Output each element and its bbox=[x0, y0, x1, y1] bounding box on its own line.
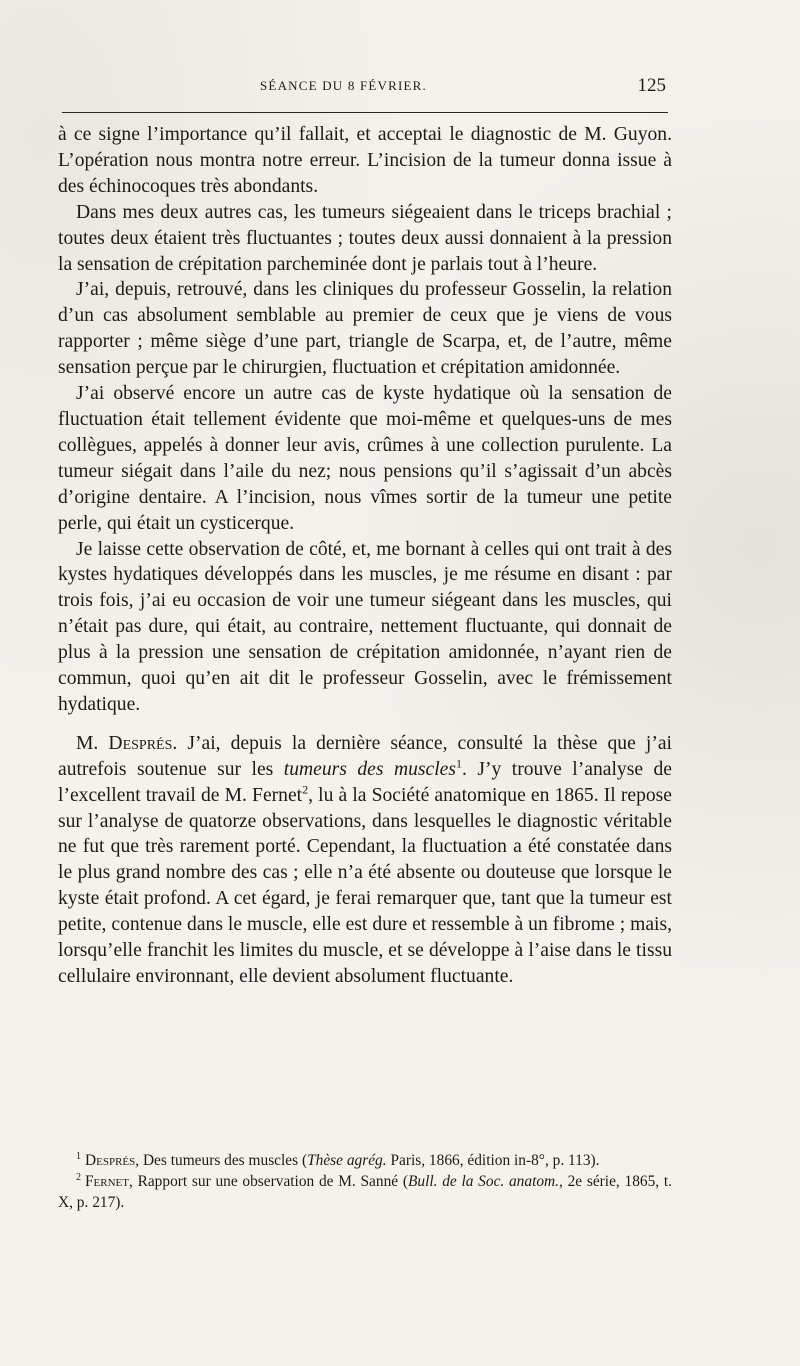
paragraph-5: Je laisse cette observation de côté, et, me bornant à celles qui ont trait à des kystes hydatiques développés dans les muscles, je me résume en disant : par trois fois, j’ai eu occasion de voir une tumeur siégeant dans les muscles, qui n’était pas dure, qui était, au contraire, nettement fluctuante, qui donnait de plus à la pression une sensation de crépitation amidonnée, n’ayant rien de commun, quoi qu’en ait dit le professeur Gosselin, avec le frémissement hydatique. bbox=[58, 538, 672, 715]
footnote-2-text-a: , Rapport sur une observation de M. Sanné ( bbox=[129, 1173, 408, 1190]
running-head: SÉANCE DU 8 FÉVRIER. bbox=[260, 78, 428, 93]
speaker-prefix: M. bbox=[76, 732, 109, 754]
footnote-1-text-a: , Des tumeurs des muscles ( bbox=[135, 1152, 308, 1169]
body-text bbox=[58, 122, 672, 990]
footnote-1-italic: Thèse agrég. bbox=[307, 1152, 387, 1169]
speaker-name: Després bbox=[108, 732, 173, 754]
footnote-2-author: Fernet bbox=[85, 1173, 129, 1190]
footnote-1-text-b: Paris, 1866, édition in-8°, p. 113). bbox=[386, 1152, 600, 1169]
paragraph-6-part-b: . J’y trouve l’analyse de l’excellent travail de M. Fernet bbox=[58, 758, 672, 806]
paragraph-2: Dans mes deux autres cas, les tumeurs siégeaient dans le triceps brachial ; toutes deux étaient très fluctuantes ; toutes deux aussi donnaient à la pression la sensation de crépitation parcheminée dont je parlais tout à l’heure. bbox=[58, 201, 672, 275]
page-header bbox=[60, 75, 670, 102]
paragraph-6-part-c: , lu à la Société anatomique en 1865. Il repose sur l’analyse de quatorze observations, dans lesquelles le diagnostic véritable ne fut que très rarement porté. Cependant, la fluctuation a été constatée dans le plus grand nombre des cas ; elle n’a été absente ou douteuse que lorsque le kyste était profond. A cet égard, je ferai remarquer que, tant que la tumeur est petite, contenue dans le muscle, elle est dure et ressemble à un fibrome ; mais, lorsqu’elle franchit les limites du muscle, et se développe à l’aise dans le tissu cellulaire environnant, elle devient absolument fluctuante. bbox=[58, 784, 672, 987]
page-number: 125 bbox=[637, 75, 666, 96]
footnote-2-italic: Bull. de la Soc. anatom. bbox=[407, 1173, 560, 1190]
footnote-1-author: Després bbox=[85, 1152, 136, 1169]
thesis-title: tumeurs des muscles bbox=[283, 758, 456, 780]
footnote-2 bbox=[58, 1171, 672, 1213]
footnote-1 bbox=[58, 1150, 672, 1171]
footnote-2-mark: 2 bbox=[76, 1171, 81, 1183]
paragraph-6 bbox=[58, 731, 672, 990]
header-rule bbox=[62, 112, 668, 113]
footnote-1-mark: 1 bbox=[76, 1150, 81, 1162]
footnotes bbox=[58, 1150, 672, 1213]
paragraph-4: J’ai observé encore un autre cas de kyste hydatique où la sensation de fluctuation était tellement évidente que moi-même et quelques-uns de mes collègues, appelés à donner leur avis, crûmes à une collection purulente. La tumeur siégait dans l’aile du nez; nous pensions qu’il s’agissait d’un abcès d’origine dentaire. A l’incision, nous vîmes sortir de la tumeur une petite perle, qui était un cysticerque. bbox=[58, 383, 672, 534]
paragraph-1: à ce signe l’importance qu’il fallait, et acceptai le diagnostic de M. Guyon. L’opération nous montra notre erreur. L’incision de la tumeur donna issue à des échinocoques très abondants. bbox=[58, 124, 672, 197]
footnote-2-text-b: , 2e série, 1865, t. X, p. 217). bbox=[58, 1173, 672, 1211]
footnote-ref-2: 2 bbox=[302, 782, 309, 797]
footnote-ref-1: 1 bbox=[456, 756, 462, 771]
paragraph-6-part-a: . J’ai, depuis la dernière séance, consulté la thèse que j’ai autrefois soutenue sur les bbox=[58, 732, 672, 780]
paragraph-3: J’ai, depuis, retrouvé, dans les cliniques du professeur Gosselin, la relation d’un cas absolument semblable au premier de ceux que je viens de vous rapporter ; même siège d’une part, triangle de Scarpa, et, de l’autre, même sensation perçue par le chirurgien, fluctuation et crépitation amidonnée. bbox=[58, 279, 672, 379]
